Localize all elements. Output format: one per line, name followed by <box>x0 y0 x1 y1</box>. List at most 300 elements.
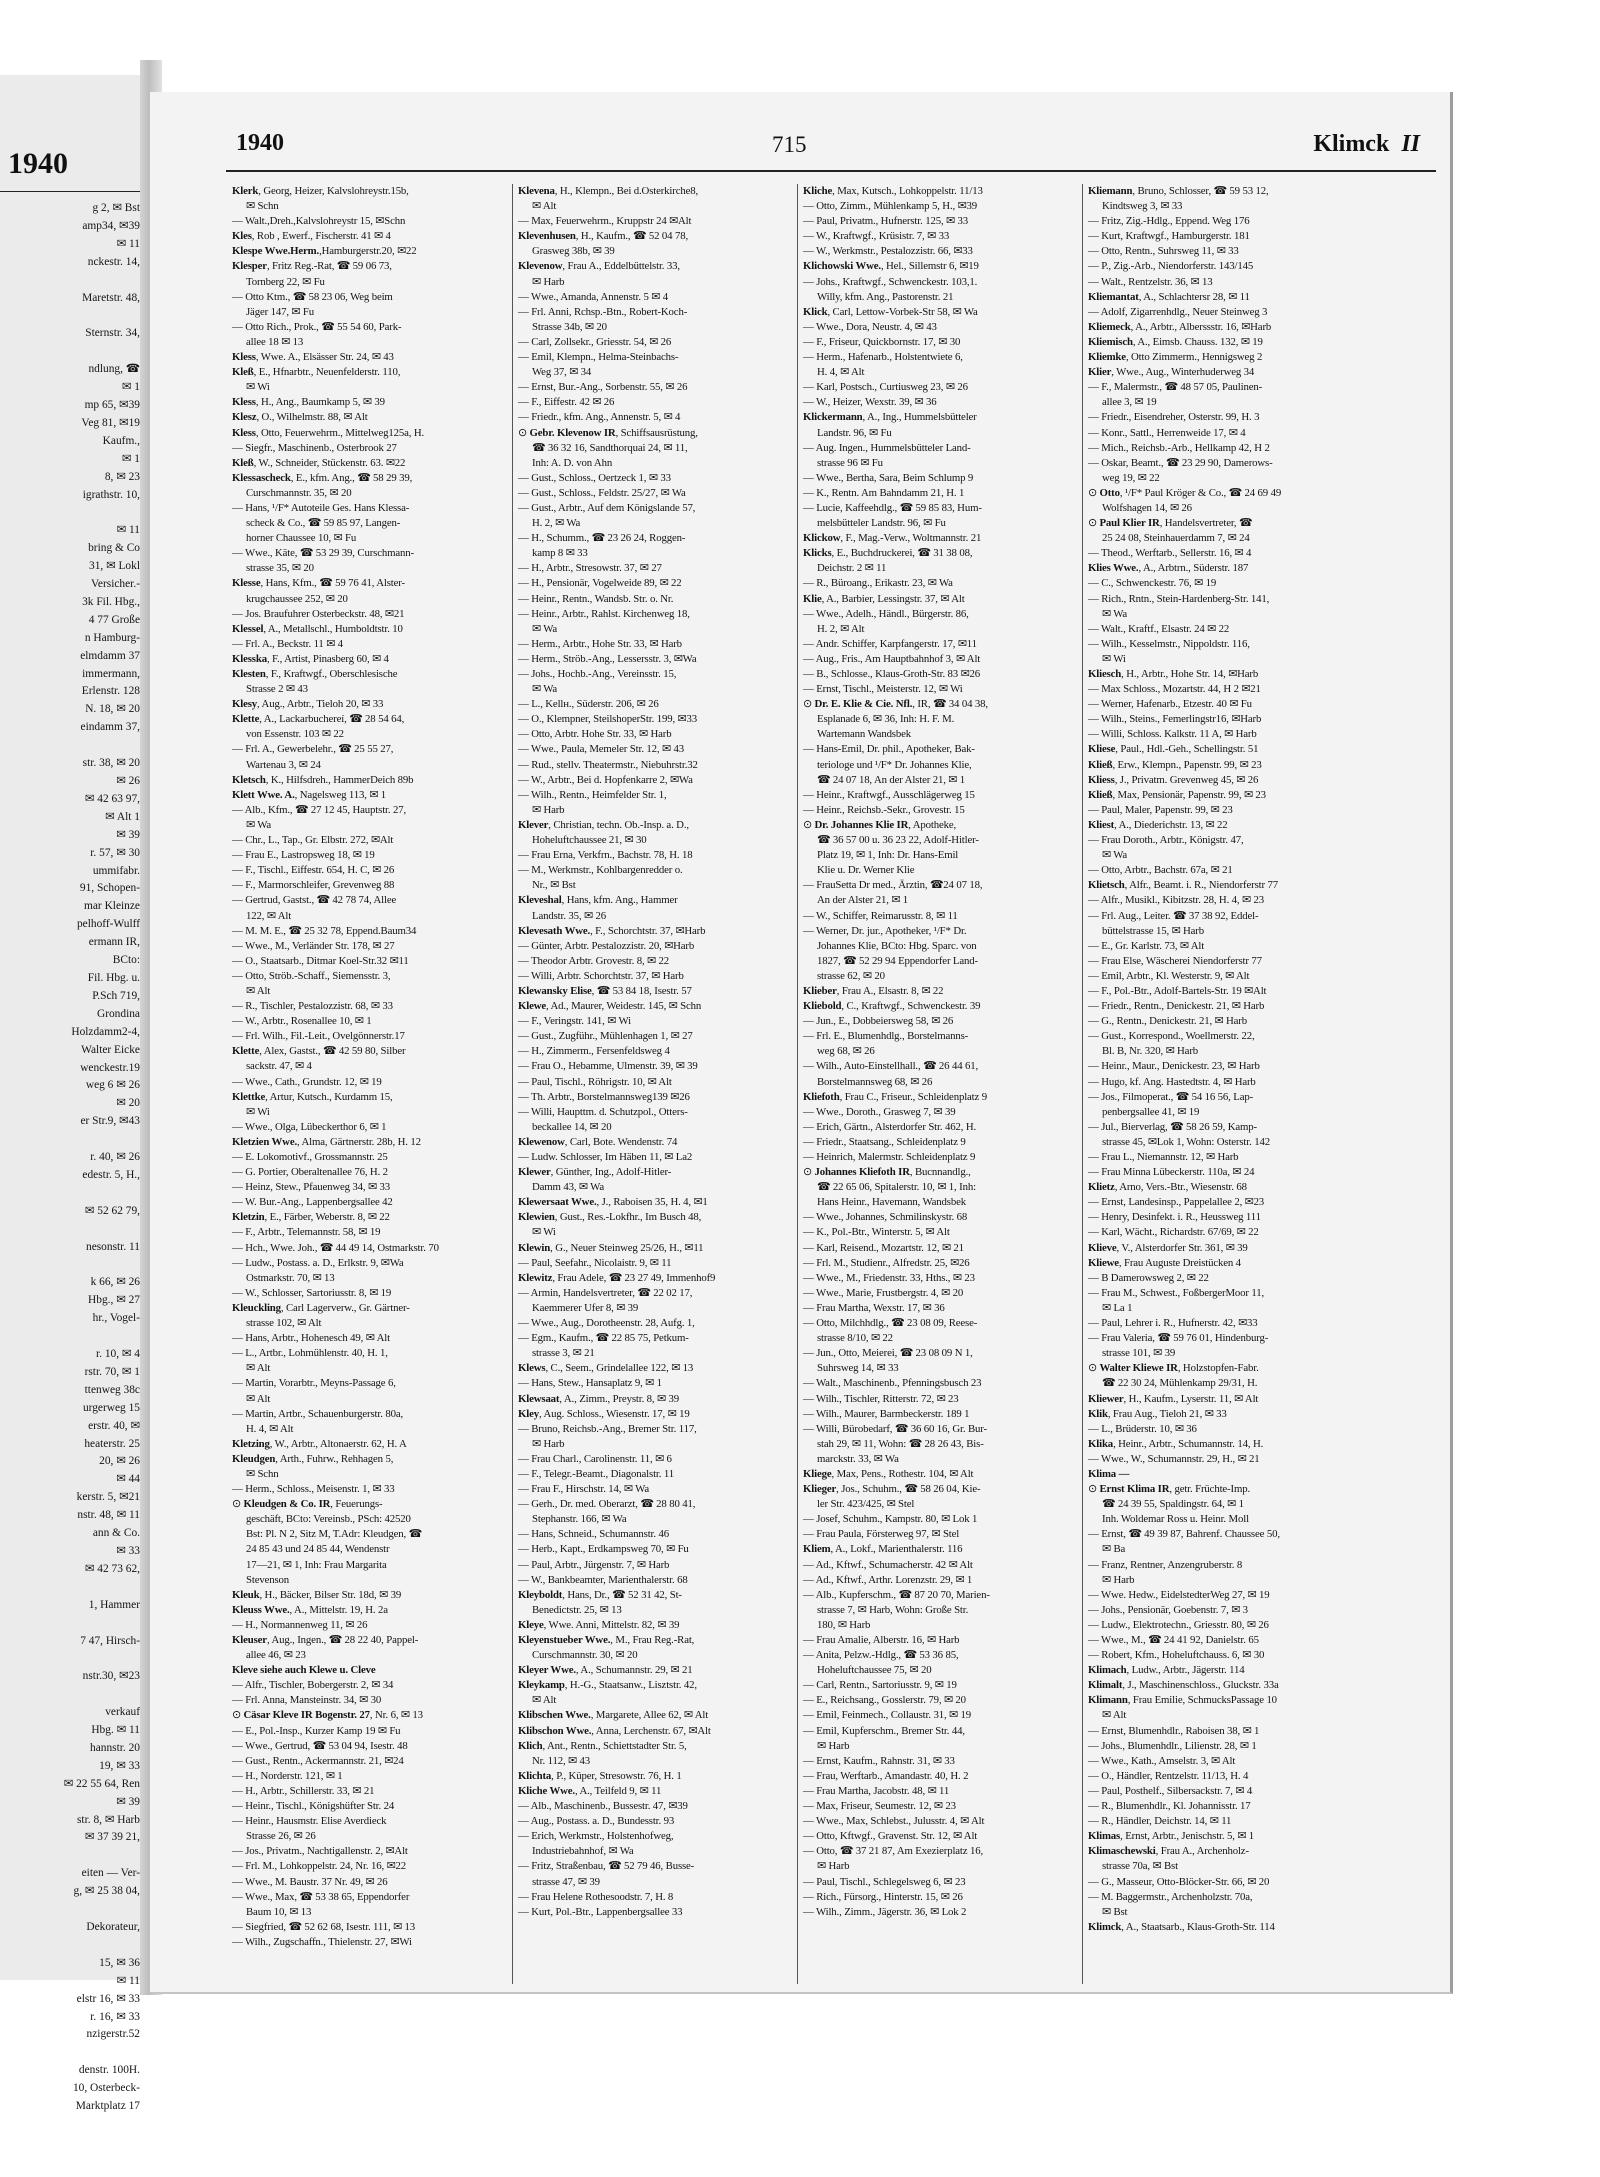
directory-entry-line: Klesse, Hans, Kfm., ☎ 59 76 41, Alster- <box>232 577 405 590</box>
fragment-line: ✉ 1 <box>121 452 140 465</box>
directory-entry-line: — Siegfried, ☎ 52 62 68, Isestr. 111, ✉ 13 <box>232 1920 416 1933</box>
directory-entry-line: — Wwe., M., ☎ 24 41 92, Danielstr. 65 <box>1088 1634 1259 1646</box>
fragment-line: ✉ 42 73 62, <box>84 1562 140 1575</box>
directory-entry-line: H. 4, ✉ Alt <box>246 1422 294 1435</box>
directory-entry-line: — Frau M., Schwest., FoßbergerMoor 11, <box>1088 1286 1265 1299</box>
directory-entry-line: — Heinr., Tischl., Königshüfter Str. 24 <box>232 1800 395 1813</box>
directory-entry-line: Kaemmerer Ufer 8, ✉ 39 <box>532 1301 639 1314</box>
directory-entry-line: Klewin, G., Neuer Steinweg 25/26, H., ✉11 <box>518 1241 704 1254</box>
directory-entry-line: — H., Normannenweg 11, ✉ 26 <box>232 1618 368 1631</box>
directory-entry-line: stah 29, ✉ 11, Wohn: ☎ 28 26 43, Bis- <box>817 1437 984 1450</box>
directory-entry-line: — Wilh., Auto-Einstellhall., ☎ 26 44 61, <box>803 1060 979 1073</box>
directory-entry-line: Nr. 112, ✉ 43 <box>532 1754 590 1767</box>
directory-entry-line: — Walt.,Dreh.,Kalvslohreystr 15, ✉Schn <box>232 215 406 228</box>
directory-entry-line: Kliemisch, A., Eimsb. Chauss. 132, ✉ 19 <box>1088 335 1263 348</box>
directory-entry-line: Klette, A., Lackarbuchereí, ☎ 28 54 64, <box>232 713 405 726</box>
directory-entry-line: ✉ Schn <box>246 200 279 213</box>
fragment-line <box>0 504 140 522</box>
fragment-line: 1, Hammer <box>88 1598 140 1611</box>
directory-entry-line: — Wwe., Käte, ☎ 53 29 39, Curschmann- <box>232 547 414 560</box>
directory-entry-line: — C., Schwenckestr. 76, ✉ 19 <box>1088 577 1217 590</box>
directory-entry-line: — Theod., Werftarb., Sellerstr. 16, ✉ 4 <box>1088 547 1252 560</box>
directory-entry-line: — Chr., L., Tap., Gr. Elbstr. 272, ✉Alt <box>232 834 394 847</box>
directory-entry-line: — Franz, Rentner, Anzengruberstr. 8 <box>1088 1558 1243 1571</box>
directory-entry-line: — Wwe., Johannes, Schmilinskystr. 68 <box>803 1211 968 1224</box>
fragment-line: Grondina <box>96 1007 140 1020</box>
directory-entry-line: allee 3, ✉ 19 <box>1102 396 1157 409</box>
fragment-line: 31, ✉ Lokl <box>89 560 140 573</box>
directory-entry-line: ✉ Harb <box>532 1437 565 1450</box>
directory-entry-line: Wartenau 3, ✉ 24 <box>246 758 321 771</box>
fragment-line <box>0 1131 140 1149</box>
fragment-line: er Str.9, ✉43 <box>80 1115 140 1128</box>
directory-entry-line: ✉ Wa <box>246 818 272 831</box>
directory-entry-line: — Wwe., Gertrud, ☎ 53 04 94, Isestr. 48 <box>232 1739 408 1752</box>
fragment-line: n Hamburg- <box>84 631 140 644</box>
directory-entry-line: Benedictstr. 25, ✉ 13 <box>532 1603 622 1616</box>
directory-entry-line: Kletsch, K., Hilfsdreh., HammerDeich 89b <box>232 773 414 786</box>
directory-entry-line: — Karl, Wächt., Richardstr. 67/69, ✉ 22 <box>1088 1226 1259 1239</box>
directory-entry-line: Kleveshal, Hans, kfm. Ang., Hammer <box>518 894 678 907</box>
directory-entry-line: — F., Pol.-Btr., Adolf-Bartels-Str. 19 ✉Alt <box>1088 984 1267 997</box>
fragment-line: ✉ 1 <box>121 381 140 394</box>
directory-entry-line: — H., Schumm., ☎ 23 26 24, Roggen- <box>518 532 686 545</box>
directory-entry-line: strasse 45, ✉Lok 1, Wohn: Osterstr. 142 <box>1102 1135 1270 1148</box>
fragment-line: BCto: <box>112 954 140 967</box>
directory-entry-line: — Ernst, Kaufm., Rahnstr. 31, ✉ 33 <box>803 1754 955 1767</box>
directory-entry-line: krugchaussee 252, ✉ 20 <box>246 592 348 605</box>
directory-entry-line: Kliemantat, A., Schlachtersr 28, ✉ 11 <box>1088 290 1250 303</box>
directory-entry-line: — Mich., Reichsb.-Arb., Hellkamp 42, H 2 <box>1088 441 1270 454</box>
directory-entry-line: Kleuk, H., Bäcker, Bilser Str. 18d, ✉ 39 <box>232 1588 402 1601</box>
directory-entry-line: — Frl. A., Beckstr. 11 ✉ 4 <box>232 637 343 650</box>
directory-entry-line: Klewer, Günther, Ing., Adolf-Hitler- <box>518 1166 672 1179</box>
directory-entry-line: — Otto, Arbtr., Bachstr. 67a, ✉ 21 <box>1088 864 1233 877</box>
directory-entry-line: sackstr. 47, ✉ 4 <box>246 1060 312 1073</box>
directory-entry-line: — Gust., Arbtr., Auf dem Königslande 57, <box>518 501 696 514</box>
directory-entry-line: — Emil, Klempn., Helma-Steinbachs- <box>518 351 679 364</box>
directory-entry-line: — Martin, Artbr., Schauenburgerstr. 80a, <box>232 1407 404 1420</box>
fragment-line: r. 16, ✉ 33 <box>90 2010 140 2023</box>
directory-entry-line: — Johs., Kraftwgf., Schwenckestr. 103,1. <box>803 275 978 288</box>
directory-entry-line: strasse 102, ✉ Alt <box>246 1317 322 1330</box>
directory-entry-line: — Friedr., Rentn., Denickestr. 21, ✉ Harb <box>1088 1000 1265 1013</box>
directory-entry-line: — Heinr., Kraftwgf., Ausschlägerweg 15 <box>803 788 975 801</box>
directory-entry-line: strasse 35, ✉ 20 <box>246 562 314 575</box>
directory-entry-line: — Johs., Blumenhdlr., Lilienstr. 28, ✉ 1 <box>1088 1739 1257 1752</box>
directory-entry-line: — Wwe., Amanda, Annenstr. 5 ✉ 4 <box>518 290 668 303</box>
directory-entry-line: Kleuss Wwe., A., Mittelstr. 19, H. 2a <box>232 1603 388 1616</box>
directory-entry-line: strasse 96 ✉ Fu <box>817 456 883 469</box>
directory-entry-line: — Frl. M., Lohkoppelstr. 24, Nr. 16, ✉22 <box>232 1860 406 1873</box>
directory-entry-line: — Lucie, Kaffeehdlg., ☎ 59 85 83, Hum- <box>803 501 982 514</box>
directory-entry-line: — Jos. Braufuhrer Osterbeckstr. 48, ✉21 <box>232 607 405 620</box>
directory-entry-line: — Friedr., kfm. Ang., Annenstr. 5, ✉ 4 <box>518 411 681 424</box>
directory-entry-line: — Wwe. Hedw., EidelstedterWeg 27, ✉ 19 <box>1088 1588 1270 1601</box>
directory-entry-line: — P., Zig.-Arb., Niendorferstr. 143/145 <box>1088 260 1254 273</box>
directory-entry-line: Weg 37, ✉ 34 <box>532 366 592 379</box>
fragment-line: ✉ 11 <box>116 237 140 250</box>
directory-entry-line: Inh: A. D. von Ahn <box>532 456 613 469</box>
directory-entry-line: Klickermann, A., Ing., Hummelsbütteler <box>803 411 977 424</box>
fragment-line: kerstr. 5, ✉21 <box>76 1491 140 1504</box>
directory-entry-line: — Henry, Desinfekt. i. R., Heussweg 111 <box>1088 1211 1261 1224</box>
directory-entry-line: Kleyenstueber Wwe., M., Frau Reg.-Rat, <box>518 1634 695 1646</box>
directory-entry-line: — W., Schlosser, Sartoriusstr. 8, ✉ 19 <box>232 1286 392 1299</box>
directory-entry-line: — Otto Ktm., ☎ 58 23 06, Weg beim <box>232 290 393 303</box>
directory-entry-line: — Rich., Fürsorg., Hinterstr. 15, ✉ 26 <box>803 1890 963 1903</box>
directory-entry-line: ☎ 22 65 06, Spitalerstr. 10, ✉ 1, Inh: <box>817 1181 976 1194</box>
directory-entry-line: — Paul, Arbtr., Jürgenstr. 7, ✉ Harb <box>518 1558 670 1571</box>
fragment-line: 3k Fil. Hbg., <box>82 595 140 608</box>
directory-entry-line: — Karl, Reisend., Mozartstr. 12, ✉ 21 <box>803 1241 964 1254</box>
directory-entry-line: 180, ✉ Harb <box>817 1618 871 1631</box>
directory-entry-line: ⊙ Otto, ¹/F* Paul Kröger & Co., ☎ 24 69 49 <box>1088 486 1282 499</box>
directory-entry-line: Stephanstr. 166, ✉ Wa <box>532 1513 627 1526</box>
directory-entry-line: — Wwe., Bertha, Sara, Beim Schlump 9 <box>803 471 974 484</box>
fragment-line: Maretstr. 48, <box>82 291 140 304</box>
fragment-line: r. 57, ✉ 30 <box>90 846 140 859</box>
directory-entry-line: — Alb., Kupferschm., ☎ 87 20 70, Marien- <box>803 1588 990 1601</box>
directory-entry-line: ✉ Wi <box>246 1105 270 1118</box>
directory-entry-line: ✉ Bst <box>1102 1905 1128 1918</box>
directory-entry-line: Klichowski Wwe., Hel., Sillemstr 6, ✉19 <box>803 260 979 273</box>
directory-entry-line: Klimck, A., Staatsarb., Klaus-Groth-Str. 114 <box>1088 1920 1275 1933</box>
directory-entry-line: 24 85 43 und 24 85 44, Wendenstr <box>246 1543 390 1556</box>
directory-entry-line: — L., Kellн., Süderstr. 206, ✉ 26 <box>518 698 659 711</box>
directory-entry-line: — Gust., Korrespond., Woellmerstr. 22, <box>1088 1030 1255 1043</box>
fragment-line: Hbg. ✉ 11 <box>91 1724 140 1737</box>
directory-entry-line: — Kurt, Kraftwgf., Hamburgerstr. 181 <box>1088 230 1250 243</box>
fragment-line: ann & Co. <box>92 1527 140 1540</box>
directory-entry-line: 25 24 08, Steinhauerdamm 7, ✉ 24 <box>1102 532 1250 545</box>
running-head <box>1313 131 1420 158</box>
directory-entry-line: ⊙ Cäsar Kleve IR Bogenstr. 27, Nr. 6, ✉ 13 <box>232 1709 423 1722</box>
directory-entry-line: — F., Arbtr., Telemannstr. 58, ✉ 19 <box>232 1226 381 1239</box>
fragment-line <box>0 307 140 325</box>
directory-entry-line: Kließ, Erw., Klempn., Papenstr. 99, ✉ 23 <box>1088 758 1262 771</box>
fragment-line: ndlung, ☎ <box>88 363 140 376</box>
fragment-line: ✉ 42 63 97, <box>84 792 140 805</box>
directory-entry-line: Deichstr. 2 ✉ 11 <box>817 562 887 575</box>
directory-entry-line: Kless, H., Ang., Baumkamp 5, ✉ 39 <box>232 396 385 409</box>
directory-entry-line: — Frl. Anni, Rchsp.-Btn., Robert-Koch- <box>518 305 688 318</box>
fragment-line: ✉ 44 <box>116 1473 140 1486</box>
directory-entry-line: — Frau Else, Wäscherei Niendorferstr 77 <box>1088 954 1262 967</box>
directory-entry-line: — Wwe., Kath., Amselstr. 3, ✉ Alt <box>1088 1754 1236 1767</box>
previous-page-year: 1940 <box>8 147 68 180</box>
directory-entry-line: ⊙ Paul Klier IR, Handelsvertreter, ☎ <box>1088 517 1253 530</box>
directory-entry-line: — Hans-Emil, Dr. phil., Apotheker, Bak- <box>803 743 975 756</box>
directory-entry-line: — Wwe., Cath., Grundstr. 12, ✉ 19 <box>232 1075 382 1088</box>
directory-entry-line: — Paul, Lehrer i. R., Hufnerstr. 42, ✉33 <box>1088 1317 1258 1330</box>
fragment-line: weg 6 ✉ 26 <box>85 1079 140 1092</box>
directory-entry-line: Kliemeck, A., Arbtr., Alberssstr. 16, ✉Harb <box>1088 320 1272 333</box>
directory-entry-line: Klessascheck, E., kfm. Ang., ☎ 58 29 39, <box>232 471 413 484</box>
fragment-line: k 66, ✉ 26 <box>90 1276 140 1289</box>
directory-entry-line: Ostmarkstr. 70, ✉ 13 <box>246 1271 335 1284</box>
directory-entry-line: weg 68, ✉ 26 <box>817 1045 875 1058</box>
directory-entry-line: — K., Pol.-Btr., Winterstr. 5, ✉ Alt <box>803 1226 950 1239</box>
directory-entry-line: Klewitz, Frau Adele, ☎ 23 27 49, Immenhof9 <box>518 1271 716 1284</box>
directory-entry-line: horner Chaussee 10, ✉ Fu <box>246 532 357 545</box>
directory-entry-line: — Frau L., Niemannstr. 12, ✉ Harb <box>1088 1151 1239 1163</box>
fragment-line: denstr. 100H. <box>78 2064 140 2077</box>
directory-entry-line: — Jun., Otto, Meierei, ☎ 23 08 09 N 1, <box>803 1347 973 1360</box>
directory-entry-line: — W. Bur.-Ang., Lappenbergsallee 42 <box>232 1196 393 1209</box>
directory-entry-line: — Herb., Kapt., Erdkampsweg 70, ✉ Fu <box>518 1543 689 1556</box>
directory-entry-line: — F., Telegr.-Beamt., Diagonalstr. 11 <box>518 1467 674 1480</box>
directory-entry-line: Hans Heinr., Havemann, Wandsbek <box>817 1196 966 1209</box>
directory-entry-line: Hoheluftchaussee 75, ✉ 20 <box>817 1664 932 1677</box>
directory-entry-line: — Siegfr., Maschinenb., Osterbrook 27 <box>232 441 397 454</box>
directory-entry-line: Kleyer Wwe., A., Schumannstr. 29, ✉ 21 <box>518 1664 693 1677</box>
directory-entry-line: — Ernst, ☎ 49 39 87, Bahrenf. Chaussee 50, <box>1088 1528 1280 1541</box>
fragment-line: nstr.30, ✉23 <box>82 1670 140 1683</box>
directory-entry-line: — Emil, Kupferschm., Bremer Str. 44, <box>803 1724 965 1737</box>
directory-entry-line: Kliemann, Bruno, Schlosser, ☎ 59 53 12, <box>1088 185 1269 197</box>
directory-entry-line: H. 2, ✉ Wa <box>532 517 581 530</box>
fragment-line <box>0 1256 140 1274</box>
directory-entry-line: — R., Büroang., Erikastr. 23, ✉ Wa <box>803 577 953 590</box>
directory-entry-line: — Ludw. Schlosser, Im Häben 11, ✉ La2 <box>518 1151 693 1163</box>
directory-entry-line: — R., Händler, Deichstr. 14, ✉ 11 <box>1088 1815 1232 1828</box>
directory-entry-line: — Wilh., Zugschaffn., Thielenstr. 27, ✉Wi <box>232 1935 412 1948</box>
directory-entry-line: — Gust., Zugführ., Mühlenhagen 1, ✉ 27 <box>518 1030 693 1043</box>
directory-entry-line: — R., Blumenhdlr., Kl. Johannisstr. 17 <box>1088 1800 1251 1813</box>
directory-entry-line: Kley, Aug. Schloss., Wiesenstr. 17, ✉ 19 <box>518 1407 690 1420</box>
directory-entry-line: — Wilh., Maurer, Barmbeckerstr. 189 1 <box>803 1407 970 1420</box>
fragment-line <box>0 737 140 755</box>
fragment-line: immermann, <box>82 667 140 680</box>
directory-entry-line: Kliemke, Otto Zimmerm., Hennigsweg 2 <box>1088 351 1263 364</box>
directory-entry-line: strasse 101, ✉ 39 <box>1102 1347 1176 1360</box>
directory-entry-line: Klespe Wwe.Herm.,Hamburgerstr.20, ✉22 <box>232 245 417 258</box>
directory-entry-line: — Wwe., Paula, Memeler Str. 12, ✉ 43 <box>518 743 684 756</box>
directory-entry-line: ✉ Wi <box>532 1226 556 1239</box>
fragment-line: heaterstr. 25 <box>84 1437 140 1450</box>
directory-entry-line: — Erich, Werkmstr., Holstenhofweg, <box>518 1830 674 1843</box>
directory-entry-line: — H., Arbtr., Stresowstr. 37, ✉ 27 <box>518 562 662 575</box>
directory-entry-line: — L., Brüderstr. 10, ✉ 36 <box>1088 1422 1197 1435</box>
directory-entry-line: — Otto, Milchhdlg., ☎ 23 08 09, Reese- <box>803 1317 978 1330</box>
directory-entry-line: 122, ✉ Alt <box>246 909 292 922</box>
fragment-line: 19, ✉ 33 <box>99 1759 140 1772</box>
directory-entry-line: — M. M. E., ☎ 25 32 78, Eppend.Baum34 <box>232 924 417 937</box>
fragment-line: ✉ 33 <box>116 1544 140 1557</box>
directory-entry-line: Strasse 34b, ✉ 20 <box>532 320 607 333</box>
directory-entry-line: — Gust., Rentn., Ackermannstr. 21, ✉24 <box>232 1754 404 1767</box>
directory-entry-line: — W., Kraftwgf., Krüsistr. 7, ✉ 33 <box>803 230 950 243</box>
directory-entry-line: — Rud., stellv. Theatermstr., Niebuhrstr.32 <box>518 758 698 771</box>
directory-entry-line: — Frau E., Lastropsweg 18, ✉ 19 <box>232 849 375 862</box>
directory-entry-line: — Frau, Werftarb., Amandastr. 40, H. 2 <box>803 1769 969 1782</box>
directory-entry-line: Jäger 147, ✉ Fu <box>246 305 314 318</box>
directory-entry-line: — Paul, Tischl., Röhrigstr. 10, ✉ Alt <box>518 1075 672 1088</box>
directory-entry-line: — Carl, Rentn., Sartoriusstr. 9, ✉ 19 <box>803 1679 957 1692</box>
directory-entry-line: Strasse 2 ✉ 43 <box>246 683 308 696</box>
directory-entry-line: — Gerh., Dr. med. Oberarzt, ☎ 28 80 41, <box>518 1498 696 1511</box>
fragment-line: mar Kleinze <box>84 900 140 913</box>
fragment-line: str. 8, ✉ Harb <box>76 1813 140 1826</box>
directory-entry-line: Borstelmannsweg 68, ✉ 26 <box>817 1075 933 1088</box>
directory-entry-line: — Heinr., Reichsb.-Sekr., Grovestr. 15 <box>803 803 965 816</box>
directory-entry-line: — Ad., Kftwf., Schumacherstr. 42 ✉ Alt <box>803 1558 973 1571</box>
directory-entry-line: — F., Veringstr. 141, ✉ Wi <box>518 1015 631 1028</box>
directory-entry-line: — Alfr., Musikl., Kibitzstr. 28, H. 4, ✉ 23 <box>1088 894 1264 907</box>
directory-entry-line: — Herm., Hafenarb., Holstentwiete 6, <box>803 351 963 364</box>
directory-entry-line: ✉ Harb <box>1102 1573 1135 1586</box>
directory-entry-line: — Wwe., Olga, Lübeckerthor 6, ✉ 1 <box>232 1120 387 1133</box>
directory-entry-line: Hoheluftchaussee 21, ✉ 30 <box>532 834 647 847</box>
directory-entry-line: Industriebahnhof, ✉ Wa <box>532 1845 634 1858</box>
fragment-line: ✉ 20 <box>116 1097 140 1110</box>
directory-entry-line: Klies Wwe., A., Arbtrn., Süderstr. 187 <box>1088 562 1249 575</box>
directory-entry-line: strasse 47, ✉ 39 <box>532 1875 600 1888</box>
fragment-line: elmdamm 37 <box>80 649 140 662</box>
directory-entry-line: — E. Lokomotivf., Grossmannstr. 25 <box>232 1151 388 1163</box>
directory-entry-line: — Andr. Schiffer, Karpfangerstr. 17, ✉11 <box>803 637 977 650</box>
directory-entry-line: Klewenow, Carl, Bote. Wendenstr. 74 <box>518 1135 678 1148</box>
directory-entry-line: — F., Eiffestr. 42 ✉ 26 <box>518 396 615 409</box>
directory-entry-line: — Frau Amalie, Alberstr. 16, ✉ Harb <box>803 1634 960 1646</box>
directory-entry-line: — Heinr., Maur., Denickestr. 23, ✉ Harb <box>1088 1060 1260 1073</box>
directory-entry-line: — Frau Helene Rothesoodstr. 7, H. 8 <box>518 1890 674 1903</box>
directory-entry-line: — Walt., Rentzelstr. 36, ✉ 13 <box>1088 275 1213 288</box>
fragment-line: ✉ 39 <box>116 1795 140 1808</box>
directory-entry-line: H. 4, ✉ Alt <box>817 366 865 379</box>
directory-entry-line: — Ad., Kftwf., Arthr. Lorenzstr. 29, ✉ 1 <box>803 1573 973 1586</box>
directory-entry-line: Klimalt, J., Maschinenschloss., Gluckstr. 33a <box>1088 1679 1279 1692</box>
directory-entry-line: — Josef, Schuhm., Kampstr. 80, ✉ Lok 1 <box>803 1513 978 1526</box>
directory-entry-line: Klett Wwe. A., Nagelsweg 113, ✉ 1 <box>232 788 387 801</box>
directory-entry-line: — Ludw., Postass. a. D., Erlkstr. 9, ✉Wa <box>232 1256 404 1269</box>
directory-entry-line: ✉ Harb <box>817 1739 850 1752</box>
directory-entry-line: — Rich., Rntn., Stein-Hardenberg-Str. 141, <box>1088 592 1270 605</box>
directory-entry-line: — Herm., Ströb.-Ang., Lessersstr. 3, ✉Wa <box>518 652 697 665</box>
directory-entry-line: — Wwe., W., Schumannstr. 29, H., ✉ 21 <box>1088 1452 1260 1465</box>
directory-entry-line: ⊙ Dr. Johannes Klie IR, Apotheke, <box>803 818 957 831</box>
directory-entry-line: Klibschon Wwe., Anna, Lerchenstr. 67, ✉Alt <box>518 1724 711 1737</box>
directory-entry-line: Kliche, Max, Kutsch., Lohkoppelstr. 11/13 <box>803 185 983 197</box>
directory-entry-line: — FrauSetta Dr med., Ärztin, ☎24 07 18, <box>803 879 983 892</box>
previous-page-rule <box>0 191 148 192</box>
directory-entry-line: Kliess, J., Privatm. Grevenweg 45, ✉ 26 <box>1088 773 1259 786</box>
fragment-line <box>0 1185 140 1203</box>
directory-entry-line: teriologe und ¹/F* Dr. Johannes Klie, <box>817 758 972 771</box>
directory-entry-line: — Paul, Privatm., Hufnerstr. 125, ✉ 33 <box>803 215 968 228</box>
directory-entry-line: Kindtsweg 3, ✉ 33 <box>1102 200 1183 213</box>
directory-entry-line: — Ludw., Elektrotechn., Griesstr. 80, ✉ 26 <box>1088 1618 1269 1631</box>
directory-entry-line: Klever, Christian, techn. Ob.-Insp. a. D., <box>518 818 689 831</box>
directory-entry-line: — Paul, Tischl., Schlegelsweg 6, ✉ 23 <box>803 1875 966 1888</box>
page-number: 715 <box>772 132 807 157</box>
directory-entry-line: Klier, Wwe., Aug., Winterhuderweg 34 <box>1088 366 1255 379</box>
directory-entry-line: ✉ Wa <box>1102 849 1128 862</box>
directory-entry-line: — Otto, Arbtr. Hohe Str. 33, ✉ Harb <box>518 728 672 741</box>
directory-entry-line: weg 19, ✉ 22 <box>1102 471 1160 484</box>
directory-entry-line: ☎ 22 30 24, Mühlenkamp 29/31, H. <box>1102 1377 1258 1390</box>
directory-entry-line: — Frl. E., Blumenhdlg., Borstelmanns- <box>803 1030 969 1043</box>
directory-entry-line: Johannes Klie, BCto: Hbg. Sparc. von <box>817 939 977 952</box>
fragment-line: ermann IR, <box>88 936 140 949</box>
directory-entry-line: Klewsaat, A., Zimm., Preystr. 8, ✉ 39 <box>518 1392 679 1405</box>
directory-entry-line: büttelstrasse 15, ✉ Harb <box>1102 924 1204 937</box>
fragment-line: P.Sch 719, <box>92 989 140 1002</box>
directory-entry-line: — Heinz, Stew., Pfauenweg 34, ✉ 33 <box>232 1181 390 1194</box>
directory-entry-line: ✉ Harb <box>532 803 565 816</box>
directory-entry-line: Kliebold, C., Kraftwgf., Schwenckestr. 39 <box>803 1000 981 1013</box>
directory-entry-line: — E., Reichsang., Gosslerstr. 79, ✉ 20 <box>803 1694 966 1707</box>
directory-entry-line: Klie u. Dr. Werner Klie <box>817 864 915 877</box>
directory-entry-line: — Fritz, Straßenbau, ☎ 52 79 46, Busse- <box>518 1860 695 1873</box>
fragment-line: ✉ 11 <box>116 1974 140 1987</box>
directory-entry-line: Kliesch, H., Arbtr., Hohe Str. 14, ✉Harb <box>1088 668 1259 680</box>
directory-entry-line: — O., Händler, Rentzelstr. 11/13, H. 4 <box>1088 1769 1249 1782</box>
directory-entry-line: ☎ 36 32 16, Sandthorquai 24, ✉ 11, <box>532 441 688 454</box>
directory-entry-line: — Otto Rich., Prok., ☎ 55 54 60, Park- <box>232 320 402 333</box>
directory-entry-line: — H., Arbtr., Schillerstr. 33, ✉ 21 <box>232 1784 375 1797</box>
fragment-line <box>0 343 140 361</box>
fragment-line: ✉ 37 39 21, <box>84 1831 140 1844</box>
directory-entry-line: — F., Tischl., Eiffestr. 654, H. C, ✉ 26 <box>232 864 395 877</box>
directory-entry-line: Bst: Pl. N 2, Sitz M, T.Adr: Kleudgen, ☎ <box>246 1528 422 1541</box>
directory-entry-line: — Otto, Kftwgf., Gravenst. Str. 12, ✉ Alt <box>803 1830 978 1843</box>
directory-entry-line: — G. Portier, Oberaltenallee 76, H. 2 <box>232 1166 388 1179</box>
directory-entry-line: — Max Schloss., Mozartstr. 44, H 2 ✉21 <box>1088 683 1261 696</box>
directory-entry-line: — Herm., Schloss., Meisenstr. 1, ✉ 33 <box>232 1483 395 1496</box>
fragment-line: ✉ 52 62 79, <box>84 1204 140 1217</box>
directory-entry-line: strasse 3, ✉ 21 <box>532 1347 595 1360</box>
previous-page-fragments <box>0 200 140 2116</box>
column-divider <box>1082 184 1083 1984</box>
directory-entry-line: — Emil, Feinmech., Collaustr. 31, ✉ 19 <box>803 1709 971 1722</box>
directory-entry-line: melsbütteler Landstr. 96, ✉ Fu <box>817 517 946 530</box>
directory-entry-line: — Max, Friseur, Seumestr. 12, ✉ 23 <box>803 1800 956 1813</box>
directory-entry-line: — Paul, Seefahr., Nicolaistr. 9, ✉ 11 <box>518 1256 672 1269</box>
column-1 <box>232 184 504 1984</box>
fragment-line: pelhoff-Wulff <box>76 918 140 931</box>
directory-entry-line: Baum 10, ✉ 13 <box>246 1905 312 1918</box>
directory-entry-line: ✉ Wa <box>1102 607 1128 620</box>
directory-entry-line: — Friedr., Eisendreher, Osterstr. 99, H. 3 <box>1088 411 1260 424</box>
directory-entry-line: Kleß, W., Schneider, Stückenstr. 63. ✉22 <box>232 456 406 469</box>
directory-entry-line: Kless, Otto, Feuerwehrm., Mittelweg125a, H. <box>232 426 425 439</box>
directory-entry-line: — Hugo, kf. Ang. Hastedtstr. 4, ✉ Harb <box>1088 1075 1256 1088</box>
fragment-line <box>0 1615 140 1633</box>
directory-entry-line: — Armin, Handelsvertreter, ☎ 22 02 17, <box>518 1286 693 1299</box>
directory-entry-line: Wartemann Wandsbek <box>817 728 912 741</box>
fragment-line: Veg 81, ✉19 <box>81 416 140 429</box>
fragment-line: hannstr. 20 <box>90 1741 140 1754</box>
directory-entry-line: — Robert, Kfm., Hoheluftchauss. 6, ✉ 30 <box>1088 1649 1265 1662</box>
directory-entry-line: — G., Rentn., Denickestr. 21, ✉ Harb <box>1088 1015 1247 1028</box>
directory-entry-line: Kliest, A., Diederichstr. 13, ✉ 22 <box>1088 818 1228 831</box>
fragment-line: 4 77 Große <box>88 613 140 626</box>
directory-entry-line: — Johs., Hochb.-Ang., Vereinsstr. 15, <box>518 668 677 680</box>
directory-entry-line: ⊙ Walter Kliewe IR, Holzstopfen-Fabr. <box>1088 1362 1259 1375</box>
directory-entry-line: Kliewe, Frau Auguste Dreistücken 4 <box>1088 1256 1241 1269</box>
directory-entry-line: — Wwe., Max, Schlebst., Julusstr. 4, ✉ Alt <box>803 1815 985 1828</box>
column-2 <box>518 184 790 1984</box>
directory-entry-line: — Frau F., Hirschstr. 14, ✉ Wa <box>518 1483 649 1496</box>
fragment-line <box>0 272 140 290</box>
directory-entry-line: — H., Zimmerm., Fersenfeldsweg 4 <box>518 1045 670 1058</box>
column-3 <box>803 184 1075 1984</box>
directory-entry-line: Klieber, Frau A., Elsastr. 8, ✉ 22 <box>803 984 944 997</box>
page-header <box>150 92 1450 172</box>
directory-entry-line: — Gertrud, Gastst., ☎ 42 78 74, Allee <box>232 894 397 907</box>
